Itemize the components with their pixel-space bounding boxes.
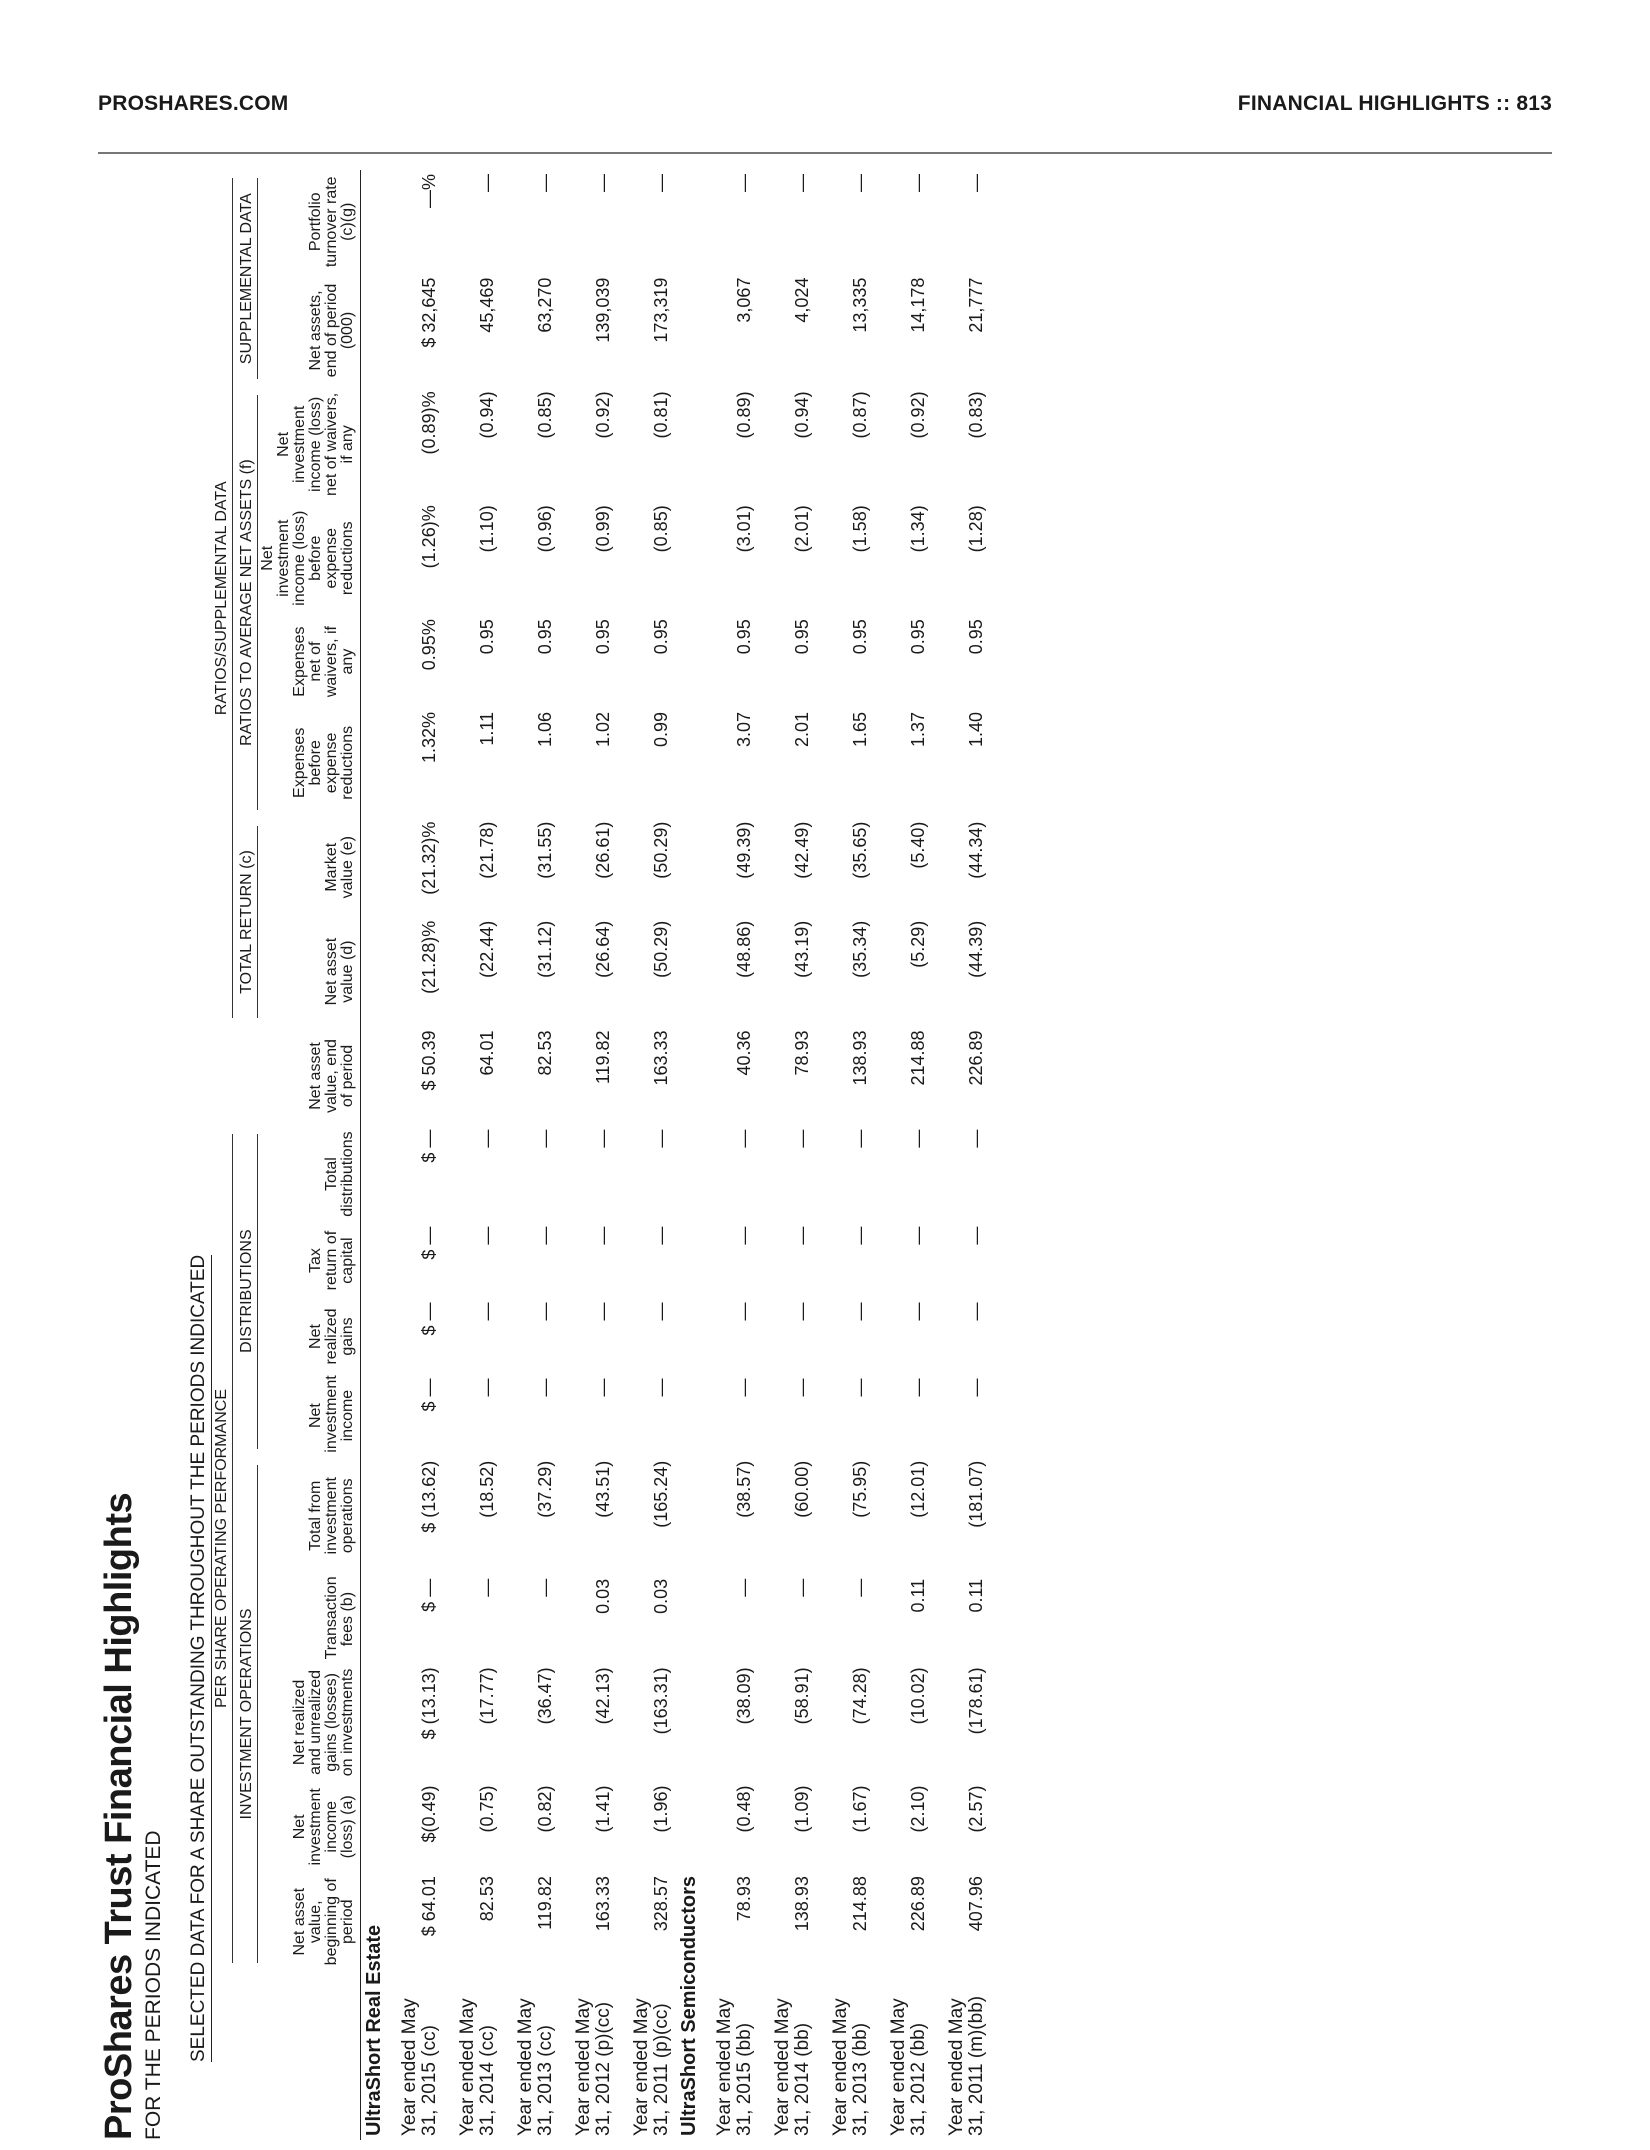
table-cell: 0.11 xyxy=(966,1578,986,1613)
table-row xyxy=(502,170,560,2140)
table-cell: 14,178 xyxy=(908,277,928,333)
table-cell: 226.89 xyxy=(966,1030,986,1086)
table-cell: — xyxy=(593,1226,613,1245)
group-distributions: DISTRIBUTIONS xyxy=(239,1134,258,1449)
group-ratios-supplemental: RATIOS/SUPPLEMENTAL DATA xyxy=(214,178,233,1018)
column-header: Net assets, end of period (000) xyxy=(260,274,361,388)
row-period-label: Year ended May 31, 2013 (cc) xyxy=(515,1998,556,2136)
table-cell: (0.94) xyxy=(792,391,812,439)
row-period-label: Year ended May 31, 2015 (cc) xyxy=(399,1998,440,2136)
table-cell: (60.00) xyxy=(792,1460,812,1518)
table-cell: (42.49) xyxy=(792,821,812,879)
page-subtitle: FOR THE PERIODS INDICATED xyxy=(142,1830,165,2140)
header-page-title: FINANCIAL HIGHLIGHTS :: 813 xyxy=(1237,92,1552,115)
table-cell: 1.11 xyxy=(477,711,497,746)
row-period-label: Year ended May 31, 2014 (bb) xyxy=(772,1998,813,2136)
table-cell: — xyxy=(792,1302,812,1321)
table-cell: 1.06 xyxy=(535,711,555,748)
table-cell: 407.96 xyxy=(966,1876,986,1932)
table-cell: 78.93 xyxy=(792,1030,812,1076)
table-cell: (31.55) xyxy=(535,821,555,879)
table-cell: — xyxy=(477,1578,497,1597)
table-cell: — xyxy=(651,1226,671,1245)
table-cell: — xyxy=(477,1226,497,1245)
table-cell: — xyxy=(966,1226,986,1245)
table-cell: — xyxy=(593,1302,613,1321)
table-cell: (21.32)% xyxy=(419,821,439,895)
column-header: Transaction fees (b) xyxy=(260,1575,361,1664)
table-cell: (10.02) xyxy=(908,1667,928,1725)
table-cell: (37.29) xyxy=(535,1460,555,1518)
table-cell: (0.96) xyxy=(535,505,555,553)
section-title: UltraShort Real Estate xyxy=(363,1924,385,2136)
column-header: Net investment income (loss) net of waivers, if any xyxy=(260,387,361,501)
section-row xyxy=(361,170,387,2140)
table-cell: 0.95 xyxy=(966,619,986,655)
section-row xyxy=(676,170,701,2140)
table-cell: — xyxy=(593,1129,613,1148)
page-title: ProShares Trust Financial Highlights xyxy=(98,1492,140,2140)
table-cell: $ — xyxy=(419,1578,439,1612)
table-cell: — xyxy=(477,1129,497,1148)
table-cell: (26.61) xyxy=(593,821,613,879)
row-period-label: Year ended May 31, 2012 (p)(cc) xyxy=(573,1998,614,2136)
table-cell: — xyxy=(792,1226,812,1245)
table-body xyxy=(361,170,992,2140)
table-cell: (2.57) xyxy=(966,1785,986,1833)
table-cell: 0.95% xyxy=(419,619,439,671)
table-cell: 138.93 xyxy=(792,1876,812,1932)
table-cell: — xyxy=(966,174,986,192)
table-cell: — xyxy=(535,174,555,192)
table-cell: — xyxy=(792,1129,812,1148)
table-cell: 139,039 xyxy=(593,277,613,343)
table-cell: — xyxy=(734,1129,754,1148)
table-row xyxy=(386,170,444,2140)
table-cell: 13,335 xyxy=(850,277,870,333)
table-cell: (17.77) xyxy=(477,1667,497,1725)
table-cell: 64.01 xyxy=(477,1030,497,1076)
table-cell: 163.33 xyxy=(651,1030,671,1086)
table-cell: 0.99 xyxy=(651,711,671,748)
table-cell: — xyxy=(850,1302,870,1321)
table-cell: — xyxy=(535,1578,555,1597)
table-cell: 3.07 xyxy=(734,711,754,748)
table-cell: — xyxy=(966,1378,986,1397)
table-cell: 82.53 xyxy=(535,1030,555,1076)
table-cell: (0.89)% xyxy=(419,391,439,455)
table-cell: (0.85) xyxy=(651,505,671,553)
table-cell: 214.88 xyxy=(908,1030,928,1086)
table-cell: 2.01 xyxy=(792,711,812,748)
table-cell: 0.11 xyxy=(908,1578,928,1613)
table-cell: — xyxy=(792,1378,812,1397)
table-cell: (163.31) xyxy=(651,1667,671,1735)
table-cell: — xyxy=(477,174,497,192)
table-row xyxy=(560,170,618,2140)
table-cell: (43.51) xyxy=(593,1460,613,1518)
table-cell: (75.95) xyxy=(850,1460,870,1518)
table-cell: — xyxy=(593,174,613,192)
table-cell: — xyxy=(651,174,671,192)
table-cell: — xyxy=(908,1129,928,1148)
table-cell: (0.48) xyxy=(734,1785,754,1833)
table-cell: — xyxy=(535,1302,555,1321)
table-cell: (3.01) xyxy=(734,505,754,553)
table-cell: 138.93 xyxy=(850,1030,870,1086)
table-cell: $ — xyxy=(419,1302,439,1336)
table-cell: (42.13) xyxy=(593,1667,613,1725)
column-header: Net asset value, end of period xyxy=(260,1026,361,1125)
table-row xyxy=(817,170,875,2140)
row-period-label: Year ended May 31, 2014 (cc) xyxy=(457,1998,498,2136)
table-cell: 21,777 xyxy=(966,277,986,333)
table-cell: (49.39) xyxy=(734,821,754,879)
table-cell: 4,024 xyxy=(792,277,812,323)
table-cell: — xyxy=(792,1578,812,1597)
column-header: Net realized and unrealized gains (losses) on investments xyxy=(260,1663,361,1781)
column-header: Total from investment operations xyxy=(260,1457,361,1575)
table-cell: 1.40 xyxy=(966,711,986,748)
table-cell: (74.28) xyxy=(850,1667,870,1725)
table-cell: — xyxy=(908,174,928,192)
table-cell: — xyxy=(792,174,812,192)
table-cell: (1.58) xyxy=(850,505,870,553)
table-cell: (1.09) xyxy=(792,1785,812,1833)
table-cell: (181.07) xyxy=(966,1460,986,1528)
table-cell: — xyxy=(850,174,870,192)
table-cell: (5.29) xyxy=(908,920,928,968)
table-cell: — xyxy=(535,1378,555,1397)
table-cell: — xyxy=(734,1378,754,1397)
table-cell: 214.88 xyxy=(850,1876,870,1932)
table-cell: $ — xyxy=(419,1129,439,1163)
table-cell: (1.10) xyxy=(477,505,497,553)
column-header: Net investment income (loss) (a) xyxy=(260,1781,361,1872)
column-header: Market value (e) xyxy=(260,818,361,917)
table-cell: — xyxy=(966,1302,986,1321)
table-cell: 0.03 xyxy=(651,1578,671,1614)
column-header: Net investment income (loss) before expense reductions xyxy=(260,501,361,615)
table-row xyxy=(701,170,759,2140)
table-cell: (38.09) xyxy=(734,1667,754,1725)
table-cell: (1.26)% xyxy=(419,505,439,569)
table-cell: — xyxy=(477,1302,497,1321)
table-cell: (0.92) xyxy=(593,391,613,439)
table-cell: (0.94) xyxy=(477,391,497,439)
financial-highlights-table xyxy=(210,170,991,2140)
table-cell: 1.65 xyxy=(850,711,870,748)
table-row xyxy=(444,170,502,2140)
table-cell: $ — xyxy=(419,1378,439,1412)
table-cell: 0.95 xyxy=(651,619,671,655)
table-cell: — xyxy=(850,1226,870,1245)
table-cell: 3,067 xyxy=(734,277,754,323)
table-cell: — xyxy=(734,1226,754,1245)
group-supplemental: SUPPLEMENTAL DATA xyxy=(239,178,258,379)
table-cell: (0.99) xyxy=(593,505,613,553)
table-cell: 0.03 xyxy=(593,1578,613,1614)
table-cell: (26.64) xyxy=(593,920,613,978)
table-cell: (0.85) xyxy=(535,391,555,439)
table-cell: (50.29) xyxy=(651,821,671,879)
table-cell: (0.81) xyxy=(651,391,671,439)
column-header: Expenses before expense reductions xyxy=(260,708,361,818)
table-cell: $ 32,645 xyxy=(419,277,439,348)
column-header: Total distributions xyxy=(260,1126,361,1223)
table-row xyxy=(875,170,933,2140)
column-header: Net investment income xyxy=(260,1374,361,1456)
table-cell: — xyxy=(850,1378,870,1397)
table-cell: (0.89) xyxy=(734,391,754,439)
rotated-page-content xyxy=(98,160,1548,2140)
table-cell: $ (13.13) xyxy=(419,1667,439,1740)
table-cell: (5.40) xyxy=(908,821,928,869)
table-cell: 173,319 xyxy=(651,277,671,343)
table-cell: — xyxy=(477,1378,497,1397)
table-cell: 45,469 xyxy=(477,277,497,333)
column-header: Net realized gains xyxy=(260,1299,361,1375)
table-cell: (58.91) xyxy=(792,1667,812,1725)
table-cell: 82.53 xyxy=(477,1876,497,1922)
table-cell: — xyxy=(535,1226,555,1245)
table-cell: $(0.49) xyxy=(419,1785,439,1843)
table-cell: — xyxy=(966,1129,986,1148)
row-period-label: Year ended May 31, 2011 (p)(cc) xyxy=(631,1998,672,2136)
table-cell: (36.47) xyxy=(535,1667,555,1725)
table-cell: — xyxy=(734,1578,754,1597)
table-cell: (18.52) xyxy=(477,1460,497,1518)
row-period-label: Year ended May 31, 2015 (bb) xyxy=(714,1998,755,2136)
table-cell: (1.34) xyxy=(908,505,928,553)
table-cell: 1.02 xyxy=(593,711,613,748)
table-cell: 0.95 xyxy=(593,619,613,655)
table-cell: 0.95 xyxy=(792,619,812,655)
table-cell: (12.01) xyxy=(908,1460,928,1518)
table-row xyxy=(759,170,817,2140)
table-cell: (31.12) xyxy=(535,920,555,978)
table-cell: 226.89 xyxy=(908,1876,928,1932)
table-cell: 40.36 xyxy=(734,1030,754,1076)
selected-data-caption: SELECTED DATA FOR A SHARE OUTSTANDING THROUGHOUT THE PERIODS INDICATED xyxy=(188,1255,212,2062)
table-cell: — xyxy=(651,1302,671,1321)
table-cell: — xyxy=(734,1302,754,1321)
row-period-label: Year ended May 31, 2013 (bb) xyxy=(830,1998,871,2136)
table-cell: $ 64.01 xyxy=(419,1876,439,1937)
table-cell: (1.96) xyxy=(651,1785,671,1833)
table-cell: (21.28)% xyxy=(419,920,439,994)
column-header: Tax return of capital xyxy=(260,1223,361,1299)
table-cell: — xyxy=(850,1578,870,1597)
table-cell: 0.95 xyxy=(477,619,497,655)
table-cell: 119.82 xyxy=(593,1030,613,1085)
table-cell: 163.33 xyxy=(593,1876,613,1932)
table-cell: 0.95 xyxy=(734,619,754,655)
table-cell: (43.19) xyxy=(792,920,812,978)
table-cell: (21.78) xyxy=(477,821,497,879)
table-cell: 1.37 xyxy=(908,711,928,748)
table-cell: (50.29) xyxy=(651,920,671,978)
table-cell: 1.32% xyxy=(419,711,439,764)
group-ratios-average: RATIOS TO AVERAGE NET ASSETS (f) xyxy=(239,395,258,809)
table-cell: (0.87) xyxy=(850,391,870,439)
table-cell: (0.75) xyxy=(477,1785,497,1833)
table-cell: (0.83) xyxy=(966,391,986,439)
table-cell: (1.67) xyxy=(850,1785,870,1833)
table-cell: — xyxy=(908,1226,928,1245)
header-divider xyxy=(98,152,1552,154)
table-cell: (0.82) xyxy=(535,1785,555,1833)
table-cell: 0.95 xyxy=(850,619,870,655)
column-header: Net asset value (d) xyxy=(260,917,361,1027)
table-row xyxy=(618,170,676,2140)
table-cell: (1.41) xyxy=(593,1785,613,1833)
row-period-label: Year ended May 31, 2011 (m)(bb) xyxy=(946,1995,987,2136)
table-cell: (35.65) xyxy=(850,821,870,879)
group-total-return: TOTAL RETURN (c) xyxy=(239,826,258,1019)
table-cell: (35.34) xyxy=(850,920,870,978)
row-period-label: Year ended May 31, 2012 (bb) xyxy=(888,1998,929,2136)
group-investment-operations: INVESTMENT OPERATIONS xyxy=(239,1465,258,1964)
table-cell: — xyxy=(535,1129,555,1148)
table-cell: 119.82 xyxy=(535,1876,555,1930)
table-cell: (48.86) xyxy=(734,920,754,978)
table-row xyxy=(933,170,991,2140)
table-cell: (2.10) xyxy=(908,1785,928,1833)
table-cell: (1.28) xyxy=(966,505,986,553)
group-row-1 xyxy=(210,170,235,2140)
table-cell: 0.95 xyxy=(908,619,928,655)
table-cell: (44.34) xyxy=(966,821,986,879)
table-cell: 328.57 xyxy=(651,1876,671,1932)
section-title: UltraShort Semiconductors xyxy=(678,1875,700,2136)
table-cell: $ 50.39 xyxy=(419,1030,439,1091)
group-per-share: PER SHARE OPERATING PERFORMANCE xyxy=(214,1134,233,1964)
column-header: Portfolio turnover rate (c)(g) xyxy=(260,170,361,274)
table-cell: — xyxy=(734,174,754,192)
table-cell: 63,270 xyxy=(535,277,555,333)
table-cell: 78.93 xyxy=(734,1876,754,1922)
table-cell: — xyxy=(593,1378,613,1397)
group-row-2 xyxy=(235,170,260,2140)
column-header: Expenses net of waivers, if any xyxy=(260,615,361,708)
table-cell: (2.01) xyxy=(792,505,812,553)
table-cell: $ (13.62) xyxy=(419,1460,439,1533)
table-cell: (38.57) xyxy=(734,1460,754,1518)
table-cell: $ — xyxy=(419,1226,439,1260)
table-cell: — xyxy=(908,1302,928,1321)
table-cell: (0.92) xyxy=(908,391,928,439)
table-cell: — xyxy=(850,1129,870,1148)
table-cell: —% xyxy=(419,174,439,209)
table-cell: — xyxy=(651,1129,671,1148)
table-cell: — xyxy=(908,1378,928,1397)
header-site: PROSHARES.COM xyxy=(98,92,289,115)
column-header-row xyxy=(260,170,361,2140)
table-cell: 0.95 xyxy=(535,619,555,655)
table-cell: — xyxy=(651,1378,671,1397)
table-cell: (178.61) xyxy=(966,1667,986,1735)
column-header: Net asset value, beginning of period xyxy=(260,1872,361,1971)
table-cell: (165.24) xyxy=(651,1460,671,1528)
table-cell: (44.39) xyxy=(966,920,986,978)
table-cell: (22.44) xyxy=(477,920,497,978)
